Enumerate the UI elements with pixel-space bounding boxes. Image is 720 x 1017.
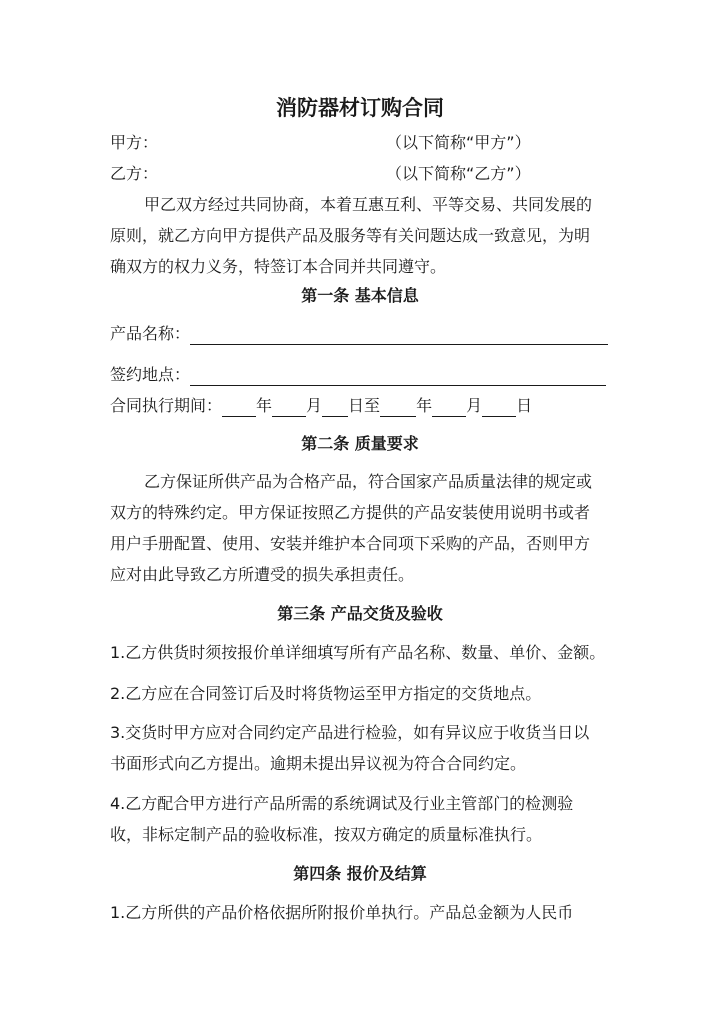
article-1-heading: 第一条 基本信息 <box>301 286 419 305</box>
party-b-note: （以下简称“乙方”） <box>386 164 531 183</box>
product-name-row <box>110 323 608 345</box>
document-title: 消防器材订购合同 <box>276 96 444 120</box>
period-year2-blank[interactable] <box>380 398 416 417</box>
party-a-label: 甲方： <box>110 133 159 152</box>
period-year1-blank[interactable] <box>222 398 256 417</box>
sign-place-blank[interactable] <box>190 367 606 386</box>
delivery-item-1: 1.乙方供货时须按报价单详细填写所有产品名称、数量、单价、金额。 <box>110 643 606 662</box>
period-label: 合同执行期间： <box>110 396 223 415</box>
sign-place-label: 签约地点： <box>110 365 191 384</box>
article-4-heading: 第四条 报价及结算 <box>293 864 427 883</box>
product-name-label: 产品名称： <box>110 324 191 343</box>
period-row <box>110 395 532 417</box>
party-b-label: 乙方： <box>110 164 159 183</box>
period-day1-blank[interactable] <box>322 398 348 417</box>
intro-line-3: 确双方的权力义务，特签订本合同并共同遵守。 <box>110 257 447 276</box>
quality-line-3: 用户手册配置、使用、安装并维护本合同项下采购的产品，否则甲方 <box>110 534 591 553</box>
quality-line-4: 应对由此导致乙方所遭受的损失承担责任。 <box>110 565 415 584</box>
quality-line-1: 乙方保证所供产品为合格产品，符合国家产品质量法律的规定或 <box>144 472 593 491</box>
party-a-note: （以下简称“甲方”） <box>386 133 531 152</box>
period-month1-unit: 月 <box>306 396 323 415</box>
delivery-item-3-line-2: 书面形式向乙方提出。逾期未提出异议视为符合合同约定。 <box>110 754 527 773</box>
quality-line-2: 双方的特殊约定。甲方保证按照乙方提供的产品安装使用说明书或者 <box>110 503 591 522</box>
period-month2-blank[interactable] <box>432 398 466 417</box>
period-month1-blank[interactable] <box>272 398 306 417</box>
pricing-item-1: 1.乙方所供的产品价格依据所附报价单执行。产品总金额为人民币 <box>110 903 574 922</box>
delivery-item-3-line-1: 3.交货时甲方应对合同约定产品进行检验，如有异议应于收货当日以 <box>110 723 590 742</box>
product-name-blank[interactable] <box>190 324 608 345</box>
period-day2-unit: 日 <box>516 396 533 415</box>
article-3-heading: 第三条 产品交货及验收 <box>277 604 443 623</box>
intro-line-2: 原则，就乙方向甲方提供产品及服务等有关问题达成一致意见，为明 <box>110 226 591 245</box>
period-day-to: 日至 <box>348 396 381 415</box>
delivery-item-2: 2.乙方应在合同签订后及时将货物运至甲方指定的交货地点。 <box>110 684 542 703</box>
period-year2-unit: 年 <box>416 396 433 415</box>
article-2-heading: 第二条 质量要求 <box>301 434 419 453</box>
delivery-item-4-line-2: 收，非标定制产品的验收标准，按双方确定的质量标准执行。 <box>110 825 543 844</box>
period-year1-unit: 年 <box>256 396 273 415</box>
intro-line-1: 甲乙双方经过共同协商，本着互惠互利、平等交易、共同发展的 <box>144 195 593 214</box>
period-month2-unit: 月 <box>466 396 483 415</box>
delivery-item-4-line-1: 4.乙方配合甲方进行产品所需的系统调试及行业主管部门的检测验 <box>110 794 574 813</box>
sign-place-row <box>110 364 606 386</box>
period-day2-blank[interactable] <box>482 398 516 417</box>
